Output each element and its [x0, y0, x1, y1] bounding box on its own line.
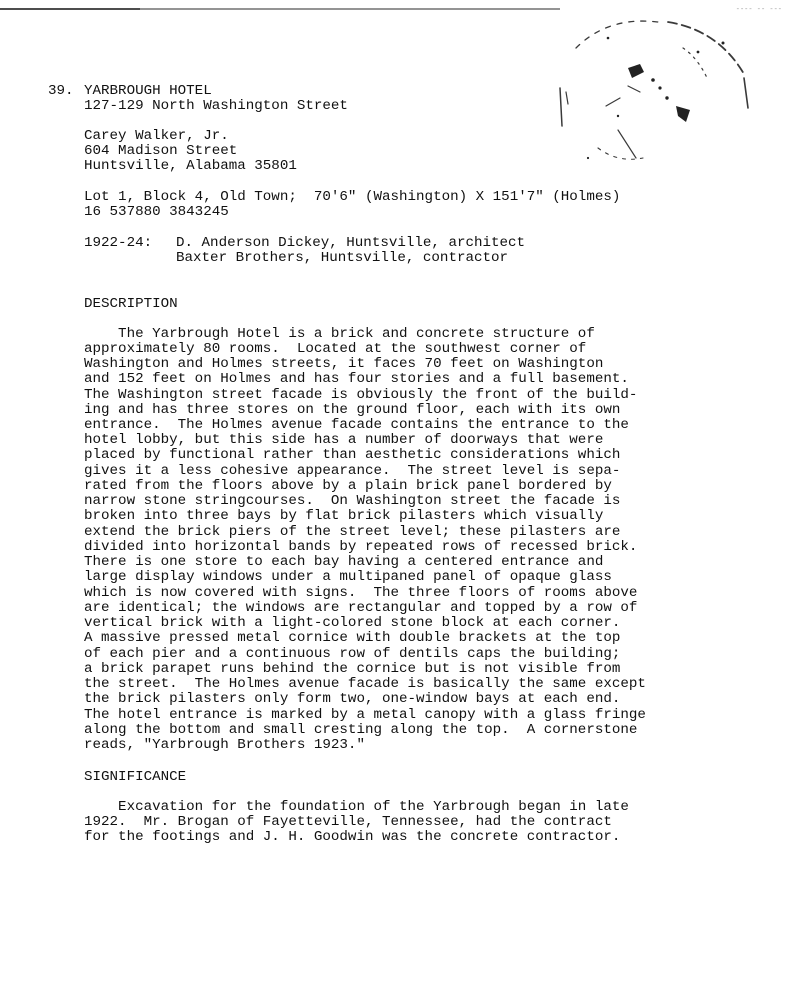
description-line: placed by functional rather than aesthetic considerations which [84, 447, 621, 463]
significance-line: 1922. Mr. Brogan of Fayetteville, Tennessee, had the contract [84, 814, 612, 830]
description-line: extend the brick piers of the street level; these pilasters are [84, 524, 621, 540]
significance-line: for the footings and J. H. Goodwin was the concrete contractor. [84, 829, 621, 845]
owner-name: Carey Walker, Jr. [84, 128, 229, 144]
description-line: and 152 feet on Holmes and has four stories and a full basement. [84, 371, 629, 387]
description-line: broken into three bays by flat brick pilasters which visually [84, 508, 604, 524]
lot-description: Lot 1, Block 4, Old Town; 70'6" (Washington) X 151'7" (Holmes) [84, 189, 621, 205]
description-line: vertical brick with a light-colored stone block at each corner. [84, 615, 621, 631]
scan-top-border [0, 0, 786, 2]
description-line: hotel lobby, but this side has a number of doorways that were [84, 432, 604, 448]
description-line: ing and has three stores on the ground floor, each with its own [84, 402, 621, 418]
description-line: The Washington street facade is obviously the front of the build- [84, 387, 638, 403]
description-line: of each pier and a continuous row of dentils caps the building; [84, 646, 621, 662]
description-line: rated from the floors above by a plain brick panel bordered by [84, 478, 612, 494]
description-line: The hotel entrance is marked by a metal canopy with a glass fringe [84, 707, 646, 723]
corner-note: ---- -- --- [735, 6, 782, 14]
construction-date: 1922-24: [84, 235, 153, 251]
utm-coordinates: 16 537880 3843245 [84, 204, 229, 220]
description-line: which is now covered with signs. The three floors of rooms above [84, 585, 638, 601]
description-line: Washington and Holmes streets, it faces 70 feet on Washington [84, 356, 604, 372]
description-line: reads, "Yarbrough Brothers 1923." [84, 737, 365, 753]
description-line: narrow stone stringcourses. On Washington street the facade is [84, 493, 621, 509]
building-address: 127-129 North Washington Street [84, 98, 348, 114]
description-line: gives it a less cohesive appearance. The street level is sepa- [84, 463, 621, 479]
description-heading: DESCRIPTION [84, 296, 178, 312]
faded-stamp-seal [548, 8, 758, 178]
contractor-credit: Baxter Brothers, Huntsville, contractor [176, 250, 509, 266]
description-line: There is one store to each bay having a centered entrance and [84, 554, 604, 570]
architect-credit: D. Anderson Dickey, Huntsville, architect [176, 235, 526, 251]
description-line: are identical; the windows are rectangular and topped by a row of [84, 600, 638, 616]
entry-number: 39. [48, 83, 74, 99]
building-name: YARBROUGH HOTEL [84, 83, 212, 99]
owner-city: Huntsville, Alabama 35801 [84, 158, 297, 174]
description-line: along the bottom and small cresting along the top. A cornerstone [84, 722, 638, 738]
description-line: large display windows under a multipaned panel of opaque glass [84, 569, 612, 585]
description-line: approximately 80 rooms. Located at the southwest corner of [84, 341, 587, 357]
description-line: The Yarbrough Hotel is a brick and concrete structure of [84, 326, 595, 342]
significance-line: Excavation for the foundation of the Yarbrough began in late [84, 799, 629, 815]
description-line: a brick parapet runs behind the cornice but is not visible from [84, 661, 621, 677]
description-line: the street. The Holmes avenue facade is basically the same except [84, 676, 646, 692]
owner-street: 604 Madison Street [84, 143, 238, 159]
description-line: A massive pressed metal cornice with double brackets at the top [84, 630, 621, 646]
description-line: the brick pilasters only form two, one-window bays at each end. [84, 691, 621, 707]
description-line: entrance. The Holmes avenue facade contains the entrance to the [84, 417, 629, 433]
description-line: divided into horizontal bands by repeated rows of recessed brick. [84, 539, 638, 555]
significance-heading: SIGNIFICANCE [84, 769, 187, 785]
